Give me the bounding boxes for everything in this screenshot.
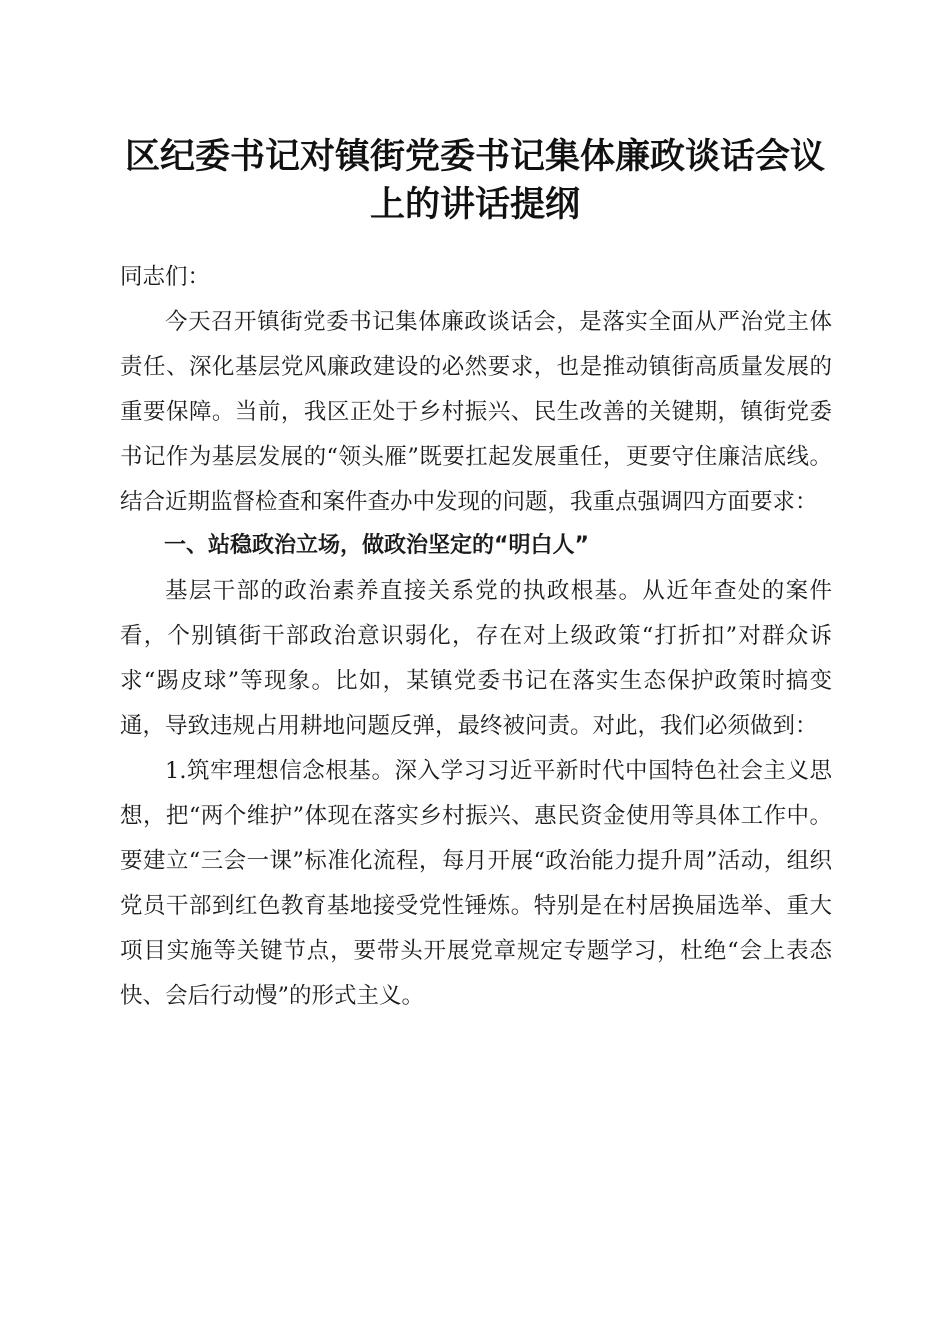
section-1-paragraph: 基层干部的政治素养直接关系党的执政根基。从近年查处的案件看，个别镇街干部政治意识弱化，存在对上级政策“打折扣”对群众诉求“踢皮球”等现象。比如，某镇党委书记在落实生态保护政策时搞变通，导致违规占用耕地问题反弹，最终被问责。对此，我们必须做到： (120, 578, 832, 740)
document-title-line-2: 上的讲话提纲 (369, 184, 580, 225)
intro-paragraph: 今天召开镇街党委书记集体廉政谈话会，是落实全面从严治党主体责任、深化基层党风廉政建设的必然要求，也是推动镇街高质量发展的重要保障。当前，我区正处于乡村振兴、民生改善的关键期，镇街党委书记作为基层发展的“领头雁”既要扛起发展重任，更要守住廉洁底线。结合近期监督检查和案件查办中发现的问题，我重点强调四方面要求： (120, 308, 832, 515)
document-body (120, 255, 832, 1018)
item-1-paragraph: 1.筑牢理想信念根基。深入学习习近平新时代中国特色社会主义思想，把“两个维护”体现在落实乡村振兴、惠民资金使用等具体工作中。要建立“三会一课”标准化流程，每月开展“政治能力提升周”活动，组织党员干部到红色教育基地接受党性锤炼。特别是在村居换届选举、重大项目实施等关键节点，要带头开展党章规定专题学习，杜绝“会上表态快、会后行动慢”的形式主义。 (120, 757, 832, 1009)
document-title-line-1: 区纪委书记对镇街党委书记集体廉政谈话会议 (124, 136, 825, 177)
salutation: 同志们： (120, 264, 211, 290)
section-1-heading: 一、站稳政治立场，做政治坚定的“明白人” (164, 533, 589, 559)
